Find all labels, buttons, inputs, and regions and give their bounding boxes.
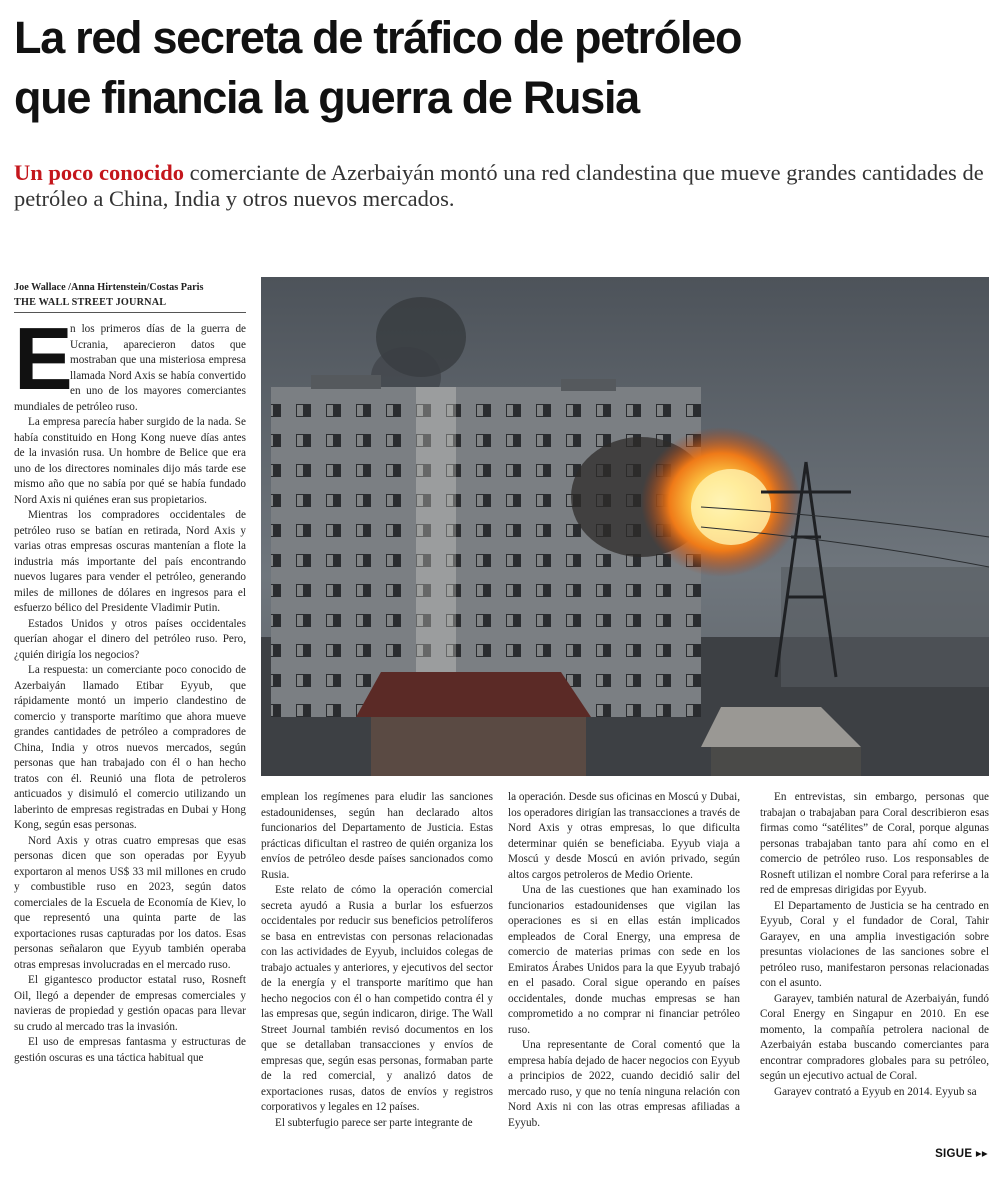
article-paragraph: Mientras los compradores occidentales de petróleo ruso se batían en retirada, Nord Axis y varias otras empresas oscuras mantenían a flote la industria más importante del país encontrando nuevos lugares para vender el petróleo, generando miles de millones de dólares en ingresos para el esfuerzo bélico del Presidente Vladimir Putin. <box>14 509 246 614</box>
deck-lead: Un poco conocido <box>14 160 185 185</box>
article-paragraph: La empresa parecía haber surgido de la nada. Se había constituido en Hong Kong nueve días antes de la invasión rusa. Un hombre de Belice que era uno de los directores nominales dijo más tarde ese mismo año que no sabía por qué se había fundado Nord Axis ni quiénes eran sus propietarios. <box>14 416 246 506</box>
headline-line-1: La red secreta de tráfico de petróleo <box>14 12 742 63</box>
drop-cap: E <box>14 322 73 408</box>
byline-publication: THE WALL STREET JOURNAL <box>14 297 167 308</box>
article-paragraph: Una de las cuestiones que han examinado los funcionarios estadounidenses que vigilan las operaciones es si en ellas están implicados empleados de Coral Energy, una empresa de comercio de materias primas con sede en los Emiratos Árabes Unidos para la que Eyyub trabajó en el pasado. Coral sigue operando en países occidentales, donde muchas empresas se han comprometido a no comprar ni financiar petróleo ruso. <box>508 884 740 1036</box>
article-paragraph <box>14 322 246 415</box>
article-paragraph: emplean los regímenes para eludir las sanciones estadounidenses, según han declarado altos funcionarios del Departamento de Justicia. Estas prácticas dificultan el rastreo de quién organiza los envíos de petróleo desde países sancionados como Rusia. <box>261 791 493 881</box>
article-paragraph: Estados Unidos y otros países occidentales querían ahogar el dinero del petróleo ruso. Pero, ¿quién dirigía los negocios? <box>14 617 246 661</box>
article-paragraph: Garayev contrató a Eyyub en 2014. Eyyub sa <box>774 1085 977 1098</box>
deck-text: comerciante de Azerbaiyán montó una red clandestina que mueve grandes cantidades de petróleo a China, India y otros nuevos mercados. <box>14 160 984 211</box>
article-paragraph: la operación. Desde sus oficinas en Moscú y Dubai, los operadores dirigían las transacciones a través de Nord Axis y otras empresas, lo que dificulta determinar quién se beneficiaba. Eyyub viaja a Moscú y desde Moscú en avión privado, según altos cargos petroleros de Medio Oriente. <box>508 791 740 881</box>
article-paragraph: Una representante de Coral comentó que la empresa había dejado de hacer negocios con Eyyub a principios de 2022, cuando decidió salir del mercado ruso, y que no tenía ninguna relación con Nord Axis ni con las otras empresas afiliadas a Eyyub. <box>508 1039 740 1129</box>
continue-label: SIGUE ▸▸ <box>935 1148 988 1160</box>
article-paragraph: El Departamento de Justicia se ha centrado en Eyyub, Coral y el fundador de Coral, Tahir Garayev, en una amplia investigación sobre presuntas violaciones de las sanciones sobre el petróleo ruso, manifestaron personas relacionadas con el asunto. <box>760 899 989 989</box>
article-paragraph: La respuesta: un comerciante poco conocido de Azerbaiyán llamado Etibar Eyyub, que rápidamente montó un imperio clandestino de comercio y transporte marítimo que ahora mueve grandes cantidades de petróleo a compradores de China, India y otros nuevos mercados, según personas que han trabajado con él o han hecho tratos con él. Reunió una flota de petroleros anticuados y disimuló el comercio utilizando un laberinto de empresas registradas en Dubai y Hong Kong, según esas personas. <box>14 664 246 831</box>
byline <box>14 280 254 310</box>
article-paragraph: El gigantesco productor estatal ruso, Rosneft Oil, llegó a depender de empresas comerciales y navieras de propiedad y gestión opacas para llevar su crudo al mercado tras la invasión. <box>14 974 246 1033</box>
article-paragraph: El subterfugio parece ser parte integrante de <box>275 1116 473 1129</box>
article-paragraph: Este relato de cómo la operación comercial secreta ayudó a Rusia a burlar los esfuerzos occidentales por reducir sus beneficios petrolíferos se basa en entrevistas con personas relacionadas con las actividades de Eyyub, incluidos colegas de trabajo actuales y anteriores, y ejecutivos del sector de la energía y el transporte marítimo que han hecho negocios con él o han competido contra él y las empresas que, según indicaron, dirige. The Wall Street Journal también revisó documentos en los que se detallaban transacciones y envíos de empresas que, según esas personas, formaban parte de la red comercial, y analizó datos de exportaciones rusas, datos de envíos y registros corporativos y legales en 12 países. <box>261 884 493 1113</box>
article-paragraph: Nord Axis y otras cuatro empresas que esas personas dicen que son operadas por Eyyub exportaron al menos US$ 33 mil millones en crudo y combustible ruso en 2023, según datos comerciales de la Escuela de Economía de Kiev, lo que representó una quinta parte de las exportaciones rusas capturadas por los datos. Esas personas señalaron que Eyyub también operaba otras empresas involucradas en el mercado ruso. <box>14 834 246 971</box>
headline <box>14 8 989 128</box>
article-column-4 <box>760 790 989 1155</box>
article-column-1 <box>14 322 246 1172</box>
headline-line-2: que financia la guerra de Rusia <box>14 72 639 123</box>
article-column-3 <box>508 790 740 1170</box>
byline-authors: Joe Wallace /Anna Hirtenstein/Costas Paris <box>14 282 204 293</box>
article-paragraph: En entrevistas, sin embargo, personas que trabajan o trabajaban para Coral describieron esas firmas como “satélites” de Coral, porque algunas personas trabajaban tanto para ahí como en el comercio de petróleo ruso. Los responsables de Rosneft utilizan el nombre Coral para referirse a la red de empresas dirigidas por Eyyub. <box>760 791 989 896</box>
byline-divider <box>14 312 246 313</box>
article-column-2 <box>261 790 493 1170</box>
deck <box>14 160 989 212</box>
lead-photo <box>261 277 989 776</box>
article-paragraph-text: n los primeros días de la guerra de Ucrania, aparecieron datos que mostraban que una misteriosa empresa llamada Nord Axis se había convertido en uno de los mayores comerciantes mundiales de petróleo ruso. <box>14 323 246 413</box>
article-paragraph: El uso de empresas fantasma y estructuras de gestión oscuras es una táctica habitual que <box>14 1036 246 1064</box>
article-paragraph: Garayev, también natural de Azerbaiyán, fundó Coral Energy en Singapur en 2010. En ese momento, la compañía petrolera nacional de Azerbaiyán estaba buscando comerciantes para encontrar compradores globales para su petróleo, según un ejecutivo actual de Coral. <box>760 992 989 1082</box>
